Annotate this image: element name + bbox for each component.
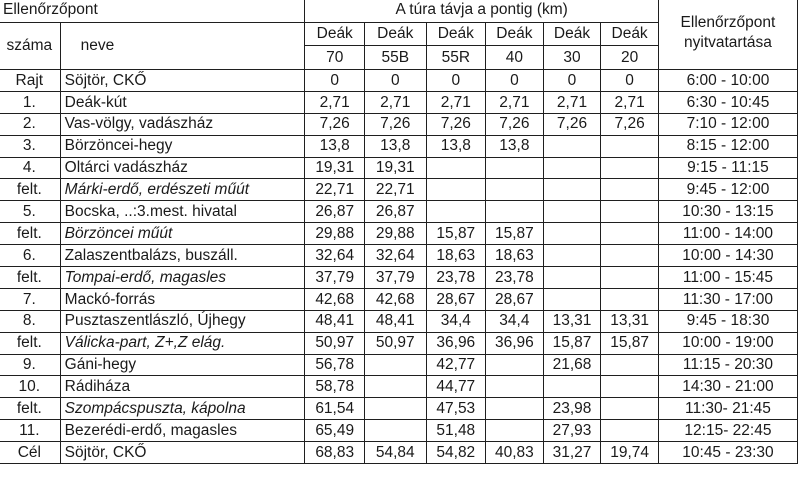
opening-hours: 6:30 - 10:45 [658, 91, 797, 113]
route-code-header: 55R [426, 46, 486, 70]
distance-cell: 29,88 [365, 223, 427, 245]
checkpoint-name: Vas-völgy, vadászház [60, 113, 305, 135]
distance-cell: 2,71 [365, 91, 427, 113]
distance-cell: 27,93 [543, 420, 601, 442]
distance-cell: 51,48 [426, 420, 486, 442]
distance-cell: 36,96 [486, 332, 544, 354]
distance-cell: 13,31 [543, 310, 601, 332]
distance-cell [601, 354, 659, 376]
route-code-header: 55B [365, 46, 427, 70]
distance-cell: 54,82 [426, 442, 486, 464]
distance-cell [543, 288, 601, 310]
distance-cell: 15,87 [543, 332, 601, 354]
distance-cell [543, 201, 601, 223]
checkpoint-number: Cél [0, 442, 60, 464]
table-row [0, 288, 798, 310]
checkpoint-name: Börzöncei-hegy [60, 135, 305, 157]
checkpoint-number: 9. [0, 354, 60, 376]
checkpoint-name: Márki-erdő, erdészeti műút [60, 179, 305, 201]
opening-hours: 11:30 - 17:00 [658, 288, 797, 310]
distance-cell [543, 376, 601, 398]
distance-cell: 15,87 [426, 223, 486, 245]
table-row [0, 157, 798, 179]
name-column-header: neve [60, 23, 305, 70]
distance-cell [601, 223, 659, 245]
checkpoint-name: Válicka-part, Z+,Z elág. [60, 332, 305, 354]
distance-cell: 19,31 [305, 157, 365, 179]
distance-cell [486, 179, 544, 201]
distance-cell [365, 420, 427, 442]
distance-cell: 26,87 [305, 201, 365, 223]
distance-cell: 0 [426, 70, 486, 92]
table-row [0, 70, 798, 92]
distance-cell: 15,87 [601, 332, 659, 354]
distance-cell: 2,71 [305, 91, 365, 113]
distance-cell: 13,8 [305, 135, 365, 157]
table-row [0, 135, 798, 157]
distance-cell [601, 135, 659, 157]
table-row [0, 398, 798, 420]
route-code-header: 70 [305, 46, 365, 70]
distance-cell: 32,64 [305, 245, 365, 267]
checkpoint-number: 5. [0, 201, 60, 223]
checkpoint-number: felt. [0, 332, 60, 354]
checkpoint-name: Zalaszentbalázs, buszáll. [60, 245, 305, 267]
opening-hours: 11:15 - 20:30 [658, 354, 797, 376]
distance-cell: 0 [601, 70, 659, 92]
opening-hours: 14:30 - 21:00 [658, 376, 797, 398]
distance-cell: 0 [486, 70, 544, 92]
distance-cell: 13,8 [365, 135, 427, 157]
distance-cell [543, 135, 601, 157]
route-name-header: Deák [601, 23, 659, 46]
table-row [0, 245, 798, 267]
distance-cell [365, 398, 427, 420]
distance-cell: 0 [305, 70, 365, 92]
distance-cell: 2,71 [426, 91, 486, 113]
route-name-header: Deák [365, 23, 427, 46]
table-row [0, 113, 798, 135]
distance-cell: 19,74 [601, 442, 659, 464]
distance-cell: 54,84 [365, 442, 427, 464]
opening-hours: 9:45 - 12:00 [658, 179, 797, 201]
checkpoint-number: 8. [0, 310, 60, 332]
checkpoint-number: 10. [0, 376, 60, 398]
distance-cell: 13,31 [601, 310, 659, 332]
route-name-header: Deák [305, 23, 365, 46]
table-row [0, 223, 798, 245]
checkpoint-number: felt. [0, 179, 60, 201]
distance-cell: 0 [365, 70, 427, 92]
checkpoint-name: Deák-kút [60, 91, 305, 113]
distance-cell: 28,67 [426, 288, 486, 310]
table-row [0, 201, 798, 223]
distance-cell: 23,98 [543, 398, 601, 420]
opening-hours: 10:00 - 14:30 [658, 245, 797, 267]
distance-cell: 2,71 [486, 91, 544, 113]
opening-hours: 10:45 - 23:30 [658, 442, 797, 464]
checkpoint-number: 4. [0, 157, 60, 179]
checkpoint-name: Bezerédi-erdő, magasles [60, 420, 305, 442]
distance-cell [601, 288, 659, 310]
route-name-header: Deák [543, 23, 601, 46]
distance-cell: 26,87 [365, 201, 427, 223]
distance-cell: 50,97 [365, 332, 427, 354]
table-row [0, 332, 798, 354]
distance-cell [486, 354, 544, 376]
distance-cell [486, 201, 544, 223]
checkpoint-name: Tompai-erdő, magasles [60, 267, 305, 289]
distance-cell: 50,97 [305, 332, 365, 354]
distance-cell: 13,8 [486, 135, 544, 157]
checkpoint-number: 11. [0, 420, 60, 442]
distance-cell: 48,41 [365, 310, 427, 332]
distance-cell: 2,71 [543, 91, 601, 113]
distance-cell: 13,8 [426, 135, 486, 157]
table-row [0, 420, 798, 442]
distance-cell [486, 157, 544, 179]
table-row [0, 267, 798, 289]
checkpoint-group-header: Ellenőrzőpont [0, 0, 305, 23]
distance-cell [601, 420, 659, 442]
distance-cell: 23,78 [486, 267, 544, 289]
distance-cell: 34,4 [426, 310, 486, 332]
distance-cell: 48,41 [305, 310, 365, 332]
distance-cell: 68,83 [305, 442, 365, 464]
checkpoint-name: Gáni-hegy [60, 354, 305, 376]
distance-cell: 0 [543, 70, 601, 92]
distance-cell: 40,83 [486, 442, 544, 464]
distance-cell: 34,4 [486, 310, 544, 332]
number-column-header: száma [0, 23, 60, 70]
distance-cell: 42,77 [426, 354, 486, 376]
distance-cell: 29,88 [305, 223, 365, 245]
distance-cell: 44,77 [426, 376, 486, 398]
distance-cell [601, 179, 659, 201]
table-row [0, 179, 798, 201]
distance-cell: 61,54 [305, 398, 365, 420]
distance-cell: 15,87 [486, 223, 544, 245]
distance-cell [426, 157, 486, 179]
opening-hours: 12:15- 22:45 [658, 420, 797, 442]
opening-hours: 9:15 - 11:15 [658, 157, 797, 179]
checkpoint-number: felt. [0, 267, 60, 289]
distance-cell: 21,68 [543, 354, 601, 376]
distance-cell: 28,67 [486, 288, 544, 310]
checkpoint-name: Bocska, ..:3.mest. hivatal [60, 201, 305, 223]
checkpoint-name: Mackó-forrás [60, 288, 305, 310]
checkpoint-number: 3. [0, 135, 60, 157]
checkpoint-name: Pusztaszentlászló, Újhegy [60, 310, 305, 332]
distance-cell [601, 157, 659, 179]
opening-hours: 11:00 - 14:00 [658, 223, 797, 245]
opening-hours: 10:00 - 19:00 [658, 332, 797, 354]
distance-cell: 7,26 [543, 113, 601, 135]
distance-group-header: A túra távja a pontig (km) [305, 0, 658, 23]
distance-cell [601, 245, 659, 267]
distance-cell [486, 376, 544, 398]
opening-hours: 10:30 - 13:15 [658, 201, 797, 223]
opening-hours: 11:30- 21:45 [658, 398, 797, 420]
route-name-header: Deák [426, 23, 486, 46]
distance-cell [543, 267, 601, 289]
opening-hours: 6:00 - 10:00 [658, 70, 797, 92]
table-row [0, 310, 798, 332]
opening-group-header: Ellenőrzőpont nyitvatartása [658, 0, 797, 70]
distance-cell: 7,26 [426, 113, 486, 135]
route-code-header: 20 [601, 46, 659, 70]
opening-hours: 8:15 - 12:00 [658, 135, 797, 157]
route-name-header: Deák [486, 23, 544, 46]
distance-cell: 31,27 [543, 442, 601, 464]
distance-cell: 32,64 [365, 245, 427, 267]
table-row [0, 442, 798, 464]
distance-cell: 18,63 [426, 245, 486, 267]
checkpoint-number: 6. [0, 245, 60, 267]
distance-cell [601, 267, 659, 289]
distance-cell: 22,71 [365, 179, 427, 201]
distance-cell: 2,71 [601, 91, 659, 113]
opening-hours: 9:45 - 18:30 [658, 310, 797, 332]
distance-cell: 23,78 [426, 267, 486, 289]
checkpoint-name: Szompácspuszta, kápolna [60, 398, 305, 420]
table-row [0, 354, 798, 376]
distance-cell [543, 223, 601, 245]
distance-cell: 19,31 [365, 157, 427, 179]
distance-cell: 42,68 [365, 288, 427, 310]
route-code-header: 40 [486, 46, 544, 70]
opening-hours: 11:00 - 15:45 [658, 267, 797, 289]
distance-cell: 7,26 [365, 113, 427, 135]
distance-cell: 37,79 [365, 267, 427, 289]
checkpoint-name: Rádiháza [60, 376, 305, 398]
checkpoint-number: 7. [0, 288, 60, 310]
distance-cell [601, 398, 659, 420]
distance-cell [486, 398, 544, 420]
checkpoint-number: felt. [0, 223, 60, 245]
distance-cell: 7,26 [601, 113, 659, 135]
checkpoint-number: 1. [0, 91, 60, 113]
distance-cell: 47,53 [426, 398, 486, 420]
table-row [0, 376, 798, 398]
distance-cell: 18,63 [486, 245, 544, 267]
checkpoint-number: felt. [0, 398, 60, 420]
distance-cell [543, 245, 601, 267]
distance-cell: 56,78 [305, 354, 365, 376]
table-row [0, 91, 798, 113]
route-code-header: 30 [543, 46, 601, 70]
distance-cell [601, 376, 659, 398]
distance-cell: 7,26 [486, 113, 544, 135]
checkpoint-number: 2. [0, 113, 60, 135]
distance-cell: 42,68 [305, 288, 365, 310]
distance-cell [486, 420, 544, 442]
distance-cell [601, 201, 659, 223]
distance-cell: 22,71 [305, 179, 365, 201]
distance-cell [365, 354, 427, 376]
distance-cell [426, 201, 486, 223]
checkpoint-name: Oltárci vadászház [60, 157, 305, 179]
opening-hours: 7:10 - 12:00 [658, 113, 797, 135]
distance-cell: 58,78 [305, 376, 365, 398]
distance-cell: 36,96 [426, 332, 486, 354]
checkpoint-rows [0, 70, 798, 464]
distance-cell [543, 157, 601, 179]
distance-cell [365, 376, 427, 398]
checkpoint-name: Börzöncei műút [60, 223, 305, 245]
distance-cell [426, 179, 486, 201]
distance-cell [543, 179, 601, 201]
distance-cell: 37,79 [305, 267, 365, 289]
distance-cell: 65,49 [305, 420, 365, 442]
checkpoint-name: Söjtör, CKŐ [60, 70, 305, 92]
checkpoint-name: Söjtör, CKŐ [60, 442, 305, 464]
checkpoint-number: Rajt [0, 70, 60, 92]
distance-cell: 7,26 [305, 113, 365, 135]
